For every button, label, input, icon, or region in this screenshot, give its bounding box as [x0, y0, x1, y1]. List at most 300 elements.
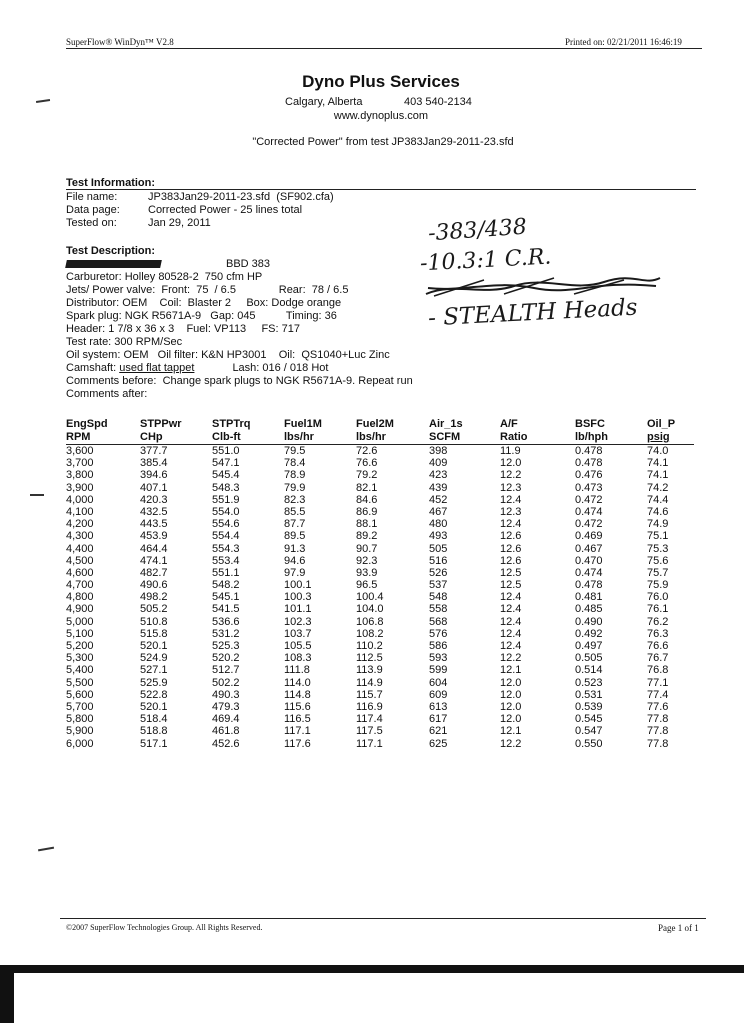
table-cell: 520.2: [212, 652, 240, 665]
table-cell: 12.6: [500, 542, 522, 555]
table-cell: 4,900: [66, 603, 94, 616]
handwritten-note: -10.3:1 C.R.: [419, 244, 552, 277]
table-cell: 4,000: [66, 493, 94, 506]
table-cell: 551.9: [212, 493, 240, 506]
footer-divider: [60, 918, 706, 919]
table-cell: 108.2: [356, 627, 384, 640]
column-unit: Ratio: [500, 431, 528, 443]
column-header: Oil_P: [647, 418, 676, 430]
table-cell: 545.4: [212, 469, 240, 482]
table-cell: 12.4: [500, 591, 522, 604]
column-header: BSFC: [575, 418, 605, 430]
table-cell: 3,800: [66, 469, 94, 482]
table-cell: 77.6: [647, 700, 669, 713]
lash-value: Lash: 016 / 018 Hot: [232, 362, 329, 374]
table-column: [500, 418, 528, 750]
table-cell: 117.5: [356, 725, 383, 738]
table-cell: 525.9: [140, 676, 168, 689]
table-cell: 505: [429, 542, 448, 555]
table-cell: 0.531: [575, 688, 603, 701]
table-cell: 12.2: [500, 652, 522, 665]
table-cell: 452.6: [212, 737, 240, 750]
scan-mark: [30, 494, 44, 496]
table-cell: 0.469: [575, 530, 603, 543]
table-cell: 398: [429, 445, 448, 457]
table-cell: 505.2: [140, 603, 168, 616]
table-cell: 12.3: [500, 505, 522, 518]
table-cell: 12.0: [500, 700, 522, 713]
table-cell: 12.0: [500, 457, 522, 470]
table-cell: 77.8: [647, 737, 669, 750]
table-cell: 617: [429, 713, 448, 726]
table-column: [647, 418, 675, 750]
table-cell: 12.5: [500, 579, 522, 592]
table-cell: 474.1: [140, 554, 168, 567]
table-cell: 568: [429, 615, 448, 628]
table-cell: 599: [429, 664, 448, 677]
table-cell: 78.4: [284, 457, 306, 470]
table-cell: 75.7: [647, 566, 669, 579]
table-cell: 0.523: [575, 676, 603, 689]
table-cell: 0.497: [575, 640, 603, 652]
table-cell: 74.1: [647, 469, 669, 482]
table-cell: 75.9: [647, 579, 669, 592]
camshaft-line: [66, 362, 413, 375]
column-unit: lbs/hr: [356, 431, 386, 443]
table-cell: 102.3: [284, 615, 312, 628]
column-header: STPPwr: [140, 418, 182, 430]
table-cell: 525.3: [212, 640, 240, 652]
table-cell: 409: [429, 457, 448, 470]
table-cell: 482.7: [140, 566, 168, 579]
table-header-divider: [66, 444, 694, 445]
page-number: Page 1 of 1: [658, 923, 699, 933]
description-line: Oil system: OEM Oil filter: K&N HP3001 Oil: QS1040+Luc Zinc: [66, 349, 390, 361]
table-cell: 74.0: [647, 445, 669, 457]
table-cell: 467: [429, 505, 448, 518]
table-cell: 518.4: [140, 713, 168, 726]
table-cell: 94.6: [284, 554, 306, 567]
table-cell: 12.2: [500, 469, 522, 482]
engine-line: [66, 258, 270, 271]
camshaft-value: used flat tappet: [119, 362, 195, 374]
table-cell: 4,700: [66, 579, 94, 592]
table-cell: 86.9: [356, 505, 378, 518]
description-line: Spark plug: NGK R5671A-9 Gap: 045 Timing: 36: [66, 310, 337, 322]
table-cell: 100.3: [284, 591, 312, 604]
engine-name: BBD 383: [226, 258, 271, 270]
test-information-title: Test Information:: [66, 177, 156, 189]
table-cell: 558: [429, 603, 448, 616]
table-cell: 536.6: [212, 615, 240, 628]
table-cell: 78.9: [284, 469, 306, 482]
table-cell: 541.5: [212, 603, 240, 616]
test-description-lines: [66, 271, 413, 401]
table-cell: 0.514: [575, 664, 603, 677]
comments-after: Comments after:: [66, 388, 148, 400]
company-website: www.dynoplus.com: [333, 110, 429, 122]
table-cell: 520.1: [140, 700, 168, 713]
table-column: [284, 418, 322, 750]
table-cell: 76.8: [647, 664, 669, 677]
table-cell: 0.485: [575, 603, 603, 616]
table-cell: 548.3: [212, 481, 240, 494]
test-description-title: Test Description:: [66, 245, 156, 257]
table-cell: 443.5: [140, 518, 168, 531]
table-cell: 621: [429, 725, 448, 738]
table-cell: 108.3: [284, 652, 312, 665]
info-row: [66, 204, 334, 217]
table-cell: 0.478: [575, 445, 603, 457]
table-cell: 0.539: [575, 700, 603, 713]
table-cell: 453.9: [140, 530, 168, 543]
table-cell: 547.1: [212, 457, 240, 470]
table-cell: 407.1: [140, 481, 168, 494]
description-line: Jets/ Power valve: Front: 75 / 6.5 Rear: 78 / 6.5: [66, 284, 349, 296]
table-cell: 464.4: [140, 542, 168, 555]
info-value: Jan 29, 2011: [148, 217, 211, 229]
table-cell: 12.4: [500, 640, 522, 652]
table-cell: 112.5: [356, 652, 383, 665]
copyright: ©2007 SuperFlow Technologies Group. All Rights Reserved.: [66, 923, 263, 932]
table-cell: 576: [429, 627, 448, 640]
table-cell: 5,800: [66, 713, 94, 726]
table-cell: 92.3: [356, 554, 378, 567]
table-cell: 12.5: [500, 566, 522, 579]
table-cell: 423: [429, 469, 448, 482]
table-cell: 115.7: [356, 688, 383, 701]
table-cell: 4,200: [66, 518, 94, 531]
software-name: SuperFlow® WinDyn™ V2.8: [66, 37, 174, 47]
table-cell: 5,400: [66, 664, 94, 677]
table-cell: 77.8: [647, 725, 669, 738]
table-cell: 554.0: [212, 505, 240, 518]
table-cell: 531.2: [212, 627, 240, 640]
comments-before: Comments before: Change spark plugs to NGK R5671A-9. Repeat run: [66, 375, 413, 387]
column-header: EngSpd: [66, 418, 108, 430]
handwritten-note: -383/438: [427, 214, 528, 247]
table-cell: 76.1: [647, 603, 669, 616]
info-label: File name:: [66, 191, 118, 203]
info-label: Tested on:: [66, 217, 117, 229]
table-cell: 537: [429, 579, 448, 592]
table-cell: 74.9: [647, 518, 669, 531]
header-divider: [66, 48, 702, 49]
table-cell: 76.6: [647, 640, 669, 652]
table-cell: 79.2: [356, 469, 378, 482]
table-cell: 4,800: [66, 591, 94, 604]
table-cell: 77.8: [647, 713, 669, 726]
table-cell: 115.6: [284, 700, 311, 713]
table-cell: 12.2: [500, 737, 522, 750]
table-cell: 117.4: [356, 713, 383, 726]
table-cell: 91.3: [284, 542, 306, 555]
table-cell: 3,600: [66, 445, 94, 457]
table-cell: 0.474: [575, 566, 603, 579]
table-cell: 0.490: [575, 615, 603, 628]
camshaft-label: Camshaft:: [66, 362, 117, 374]
table-cell: 11.9: [500, 445, 521, 457]
table-cell: 74.6: [647, 505, 669, 518]
column-unit: psig: [647, 431, 670, 443]
table-cell: 0.472: [575, 518, 603, 531]
table-cell: 439: [429, 481, 448, 494]
table-column: [140, 418, 182, 750]
column-unit: lb/hph: [575, 431, 608, 443]
table-cell: 114.9: [356, 676, 383, 689]
table-cell: 4,100: [66, 505, 94, 518]
description-line: Test rate: 300 RPM/Sec: [66, 336, 183, 348]
table-cell: 72.6: [356, 445, 378, 457]
table-cell: 0.550: [575, 737, 603, 750]
table-cell: 377.7: [140, 445, 168, 457]
table-cell: 527.1: [140, 664, 168, 677]
table-cell: 12.4: [500, 615, 522, 628]
table-cell: 12.4: [500, 603, 522, 616]
table-cell: 4,500: [66, 554, 94, 567]
table-cell: 385.4: [140, 457, 168, 470]
table-cell: 548: [429, 591, 448, 604]
table-column: [429, 418, 463, 750]
table-cell: 79.5: [284, 445, 306, 457]
table-cell: 5,200: [66, 640, 94, 652]
table-cell: 12.3: [500, 481, 522, 494]
table-cell: 0.467: [575, 542, 603, 555]
table-cell: 522.8: [140, 688, 168, 701]
table-cell: 111.8: [284, 664, 310, 677]
table-cell: 593: [429, 652, 448, 665]
table-cell: 0.505: [575, 652, 603, 665]
table-cell: 100.1: [284, 579, 312, 592]
scan-mark: [36, 99, 50, 102]
table-cell: 5,600: [66, 688, 94, 701]
redaction-mark: [65, 260, 162, 268]
table-cell: 110.2: [356, 640, 383, 652]
table-cell: 85.5: [284, 505, 306, 518]
table-cell: 0.492: [575, 627, 603, 640]
table-column: [356, 418, 394, 750]
table-cell: 117.1: [356, 737, 383, 750]
table-cell: 490.3: [212, 688, 240, 701]
description-line: Carburetor: Holley 80528-2 750 cfm HP: [66, 271, 263, 283]
table-cell: 100.4: [356, 591, 384, 604]
table-cell: 116.9: [356, 700, 383, 713]
table-cell: 84.6: [356, 493, 378, 506]
column-unit: lbs/hr: [284, 431, 314, 443]
table-cell: 90.7: [356, 542, 378, 555]
column-unit: Clb-ft: [212, 431, 241, 443]
table-cell: 82.1: [356, 481, 378, 494]
data-table: [66, 418, 706, 798]
column-unit: CHp: [140, 431, 163, 443]
table-cell: 4,600: [66, 566, 94, 579]
table-cell: 0.481: [575, 591, 603, 604]
table-cell: 0.545: [575, 713, 603, 726]
table-cell: 554.6: [212, 518, 240, 531]
table-cell: 5,700: [66, 700, 94, 713]
scanner-edge: [0, 963, 744, 1023]
company-name: Dyno Plus Services: [302, 72, 460, 91]
table-cell: 77.4: [647, 688, 669, 701]
table-cell: 12.6: [500, 530, 522, 543]
info-value: Corrected Power - 25 lines total: [148, 204, 303, 216]
table-cell: 75.1: [647, 530, 669, 543]
table-cell: 77.1: [647, 676, 669, 689]
table-cell: 420.3: [140, 493, 168, 506]
table-cell: 0.547: [575, 725, 603, 738]
table-cell: 103.7: [284, 627, 312, 640]
table-cell: 87.7: [284, 518, 306, 531]
table-cell: 3,900: [66, 481, 94, 494]
info-row: [66, 217, 334, 230]
table-cell: 12.4: [500, 493, 522, 506]
company-phone: 403 540-2134: [404, 96, 472, 108]
table-cell: 76.6: [356, 457, 378, 470]
table-cell: 545.1: [212, 591, 240, 604]
table-cell: 510.8: [140, 615, 168, 628]
table-cell: 5,900: [66, 725, 94, 738]
table-cell: 394.6: [140, 469, 168, 482]
column-header: Fuel1M: [284, 418, 322, 430]
table-cell: 12.1: [500, 664, 522, 677]
table-cell: 101.1: [284, 603, 312, 616]
table-cell: 75.6: [647, 554, 669, 567]
table-cell: 586: [429, 640, 448, 652]
table-column: [575, 418, 608, 750]
table-cell: 551.1: [212, 566, 240, 579]
table-cell: 12.4: [500, 518, 522, 531]
table-cell: 12.0: [500, 688, 522, 701]
section-divider: [66, 189, 696, 190]
table-cell: 0.473: [575, 481, 603, 494]
table-cell: 0.470: [575, 554, 603, 567]
info-row: [66, 191, 334, 204]
table-cell: 461.8: [212, 725, 240, 738]
table-cell: 518.8: [140, 725, 168, 738]
table-cell: 517.1: [140, 737, 168, 750]
table-cell: 5,100: [66, 627, 94, 640]
table-cell: 93.9: [356, 566, 378, 579]
table-cell: 432.5: [140, 505, 168, 518]
table-cell: 105.5: [284, 640, 312, 652]
table-cell: 516: [429, 554, 448, 567]
table-cell: 554.4: [212, 530, 240, 543]
table-cell: 0.478: [575, 457, 603, 470]
table-cell: 89.2: [356, 530, 378, 543]
handwritten-note: - STEALTH Heads: [427, 294, 639, 332]
table-cell: 76.7: [647, 652, 669, 665]
table-cell: 12.0: [500, 676, 522, 689]
table-cell: 106.8: [356, 615, 384, 628]
test-information: [66, 191, 334, 230]
table-cell: 75.3: [647, 542, 669, 555]
table-cell: 88.1: [356, 518, 378, 531]
table-cell: 604: [429, 676, 448, 689]
table-cell: 613: [429, 700, 448, 713]
table-cell: 76.3: [647, 627, 669, 640]
table-cell: 490.6: [140, 579, 168, 592]
table-cell: 493: [429, 530, 448, 543]
table-cell: 0.476: [575, 469, 603, 482]
table-cell: 117.1: [284, 725, 311, 738]
table-cell: 74.2: [647, 481, 669, 494]
info-value: JP383Jan29-2011-23.sfd (SF902.cfa): [148, 191, 334, 203]
table-column: [212, 418, 251, 750]
table-cell: 480: [429, 518, 448, 531]
table-cell: 82.3: [284, 493, 306, 506]
table-cell: 551.0: [212, 445, 240, 457]
table-cell: 5,000: [66, 615, 94, 628]
table-cell: 479.3: [212, 700, 240, 713]
table-cell: 74.4: [647, 493, 669, 506]
table-cell: 4,400: [66, 542, 94, 555]
table-cell: 609: [429, 688, 448, 701]
table-cell: 515.8: [140, 627, 168, 640]
table-cell: 104.0: [356, 603, 384, 616]
description-line: Distributor: OEM Coil: Blaster 2 Box: Dodge orange: [66, 297, 342, 309]
table-cell: 12.4: [500, 627, 522, 640]
table-cell: 498.2: [140, 591, 168, 604]
column-header: Air_1s: [429, 418, 463, 430]
table-cell: 6,000: [66, 737, 94, 750]
table-cell: 554.3: [212, 542, 240, 555]
table-cell: 526: [429, 566, 448, 579]
table-cell: 502.2: [212, 676, 240, 689]
table-cell: 97.9: [284, 566, 306, 579]
table-cell: 512.7: [212, 664, 240, 677]
table-cell: 116.5: [284, 713, 311, 726]
table-cell: 3,700: [66, 457, 94, 470]
table-cell: 79.9: [284, 481, 306, 494]
table-cell: 12.6: [500, 554, 522, 567]
table-cell: 12.0: [500, 713, 522, 726]
table-cell: 117.6: [284, 737, 311, 750]
table-cell: 96.5: [356, 579, 378, 592]
table-cell: 114.0: [284, 676, 311, 689]
column-header: Fuel2M: [356, 418, 394, 430]
table-cell: 524.9: [140, 652, 168, 665]
table-cell: 548.2: [212, 579, 240, 592]
description-line: Header: 1 7/8 x 36 x 3 Fuel: VP113 FS: 717: [66, 323, 300, 335]
report-title: "Corrected Power" from test JP383Jan29-2011-23.sfd: [252, 136, 514, 148]
scan-mark: [38, 847, 54, 851]
table-cell: 452: [429, 493, 448, 506]
table-cell: 89.5: [284, 530, 306, 543]
table-cell: 76.2: [647, 615, 669, 628]
column-header: STPTrq: [212, 418, 251, 430]
table-cell: 12.1: [500, 725, 522, 738]
table-column: [66, 418, 108, 750]
column-unit: SCFM: [429, 431, 461, 443]
column-unit: RPM: [66, 431, 91, 443]
table-cell: 625: [429, 737, 448, 750]
column-header: A/F: [500, 418, 518, 430]
table-cell: 5,300: [66, 652, 94, 665]
table-cell: 5,500: [66, 676, 94, 689]
table-cell: 76.0: [647, 591, 669, 604]
table-cell: 0.472: [575, 493, 603, 506]
printed-on: Printed on: 02/21/2011 16:46:19: [565, 37, 682, 47]
table-cell: 469.4: [212, 713, 240, 726]
info-label: Data page:: [66, 204, 120, 216]
table-cell: 520.1: [140, 640, 168, 652]
table-cell: 553.4: [212, 554, 240, 567]
table-cell: 74.1: [647, 457, 669, 470]
company-city: Calgary, Alberta: [285, 96, 363, 108]
table-cell: 4,300: [66, 530, 94, 543]
table-cell: 0.478: [575, 579, 603, 592]
table-cell: 113.9: [356, 664, 383, 677]
